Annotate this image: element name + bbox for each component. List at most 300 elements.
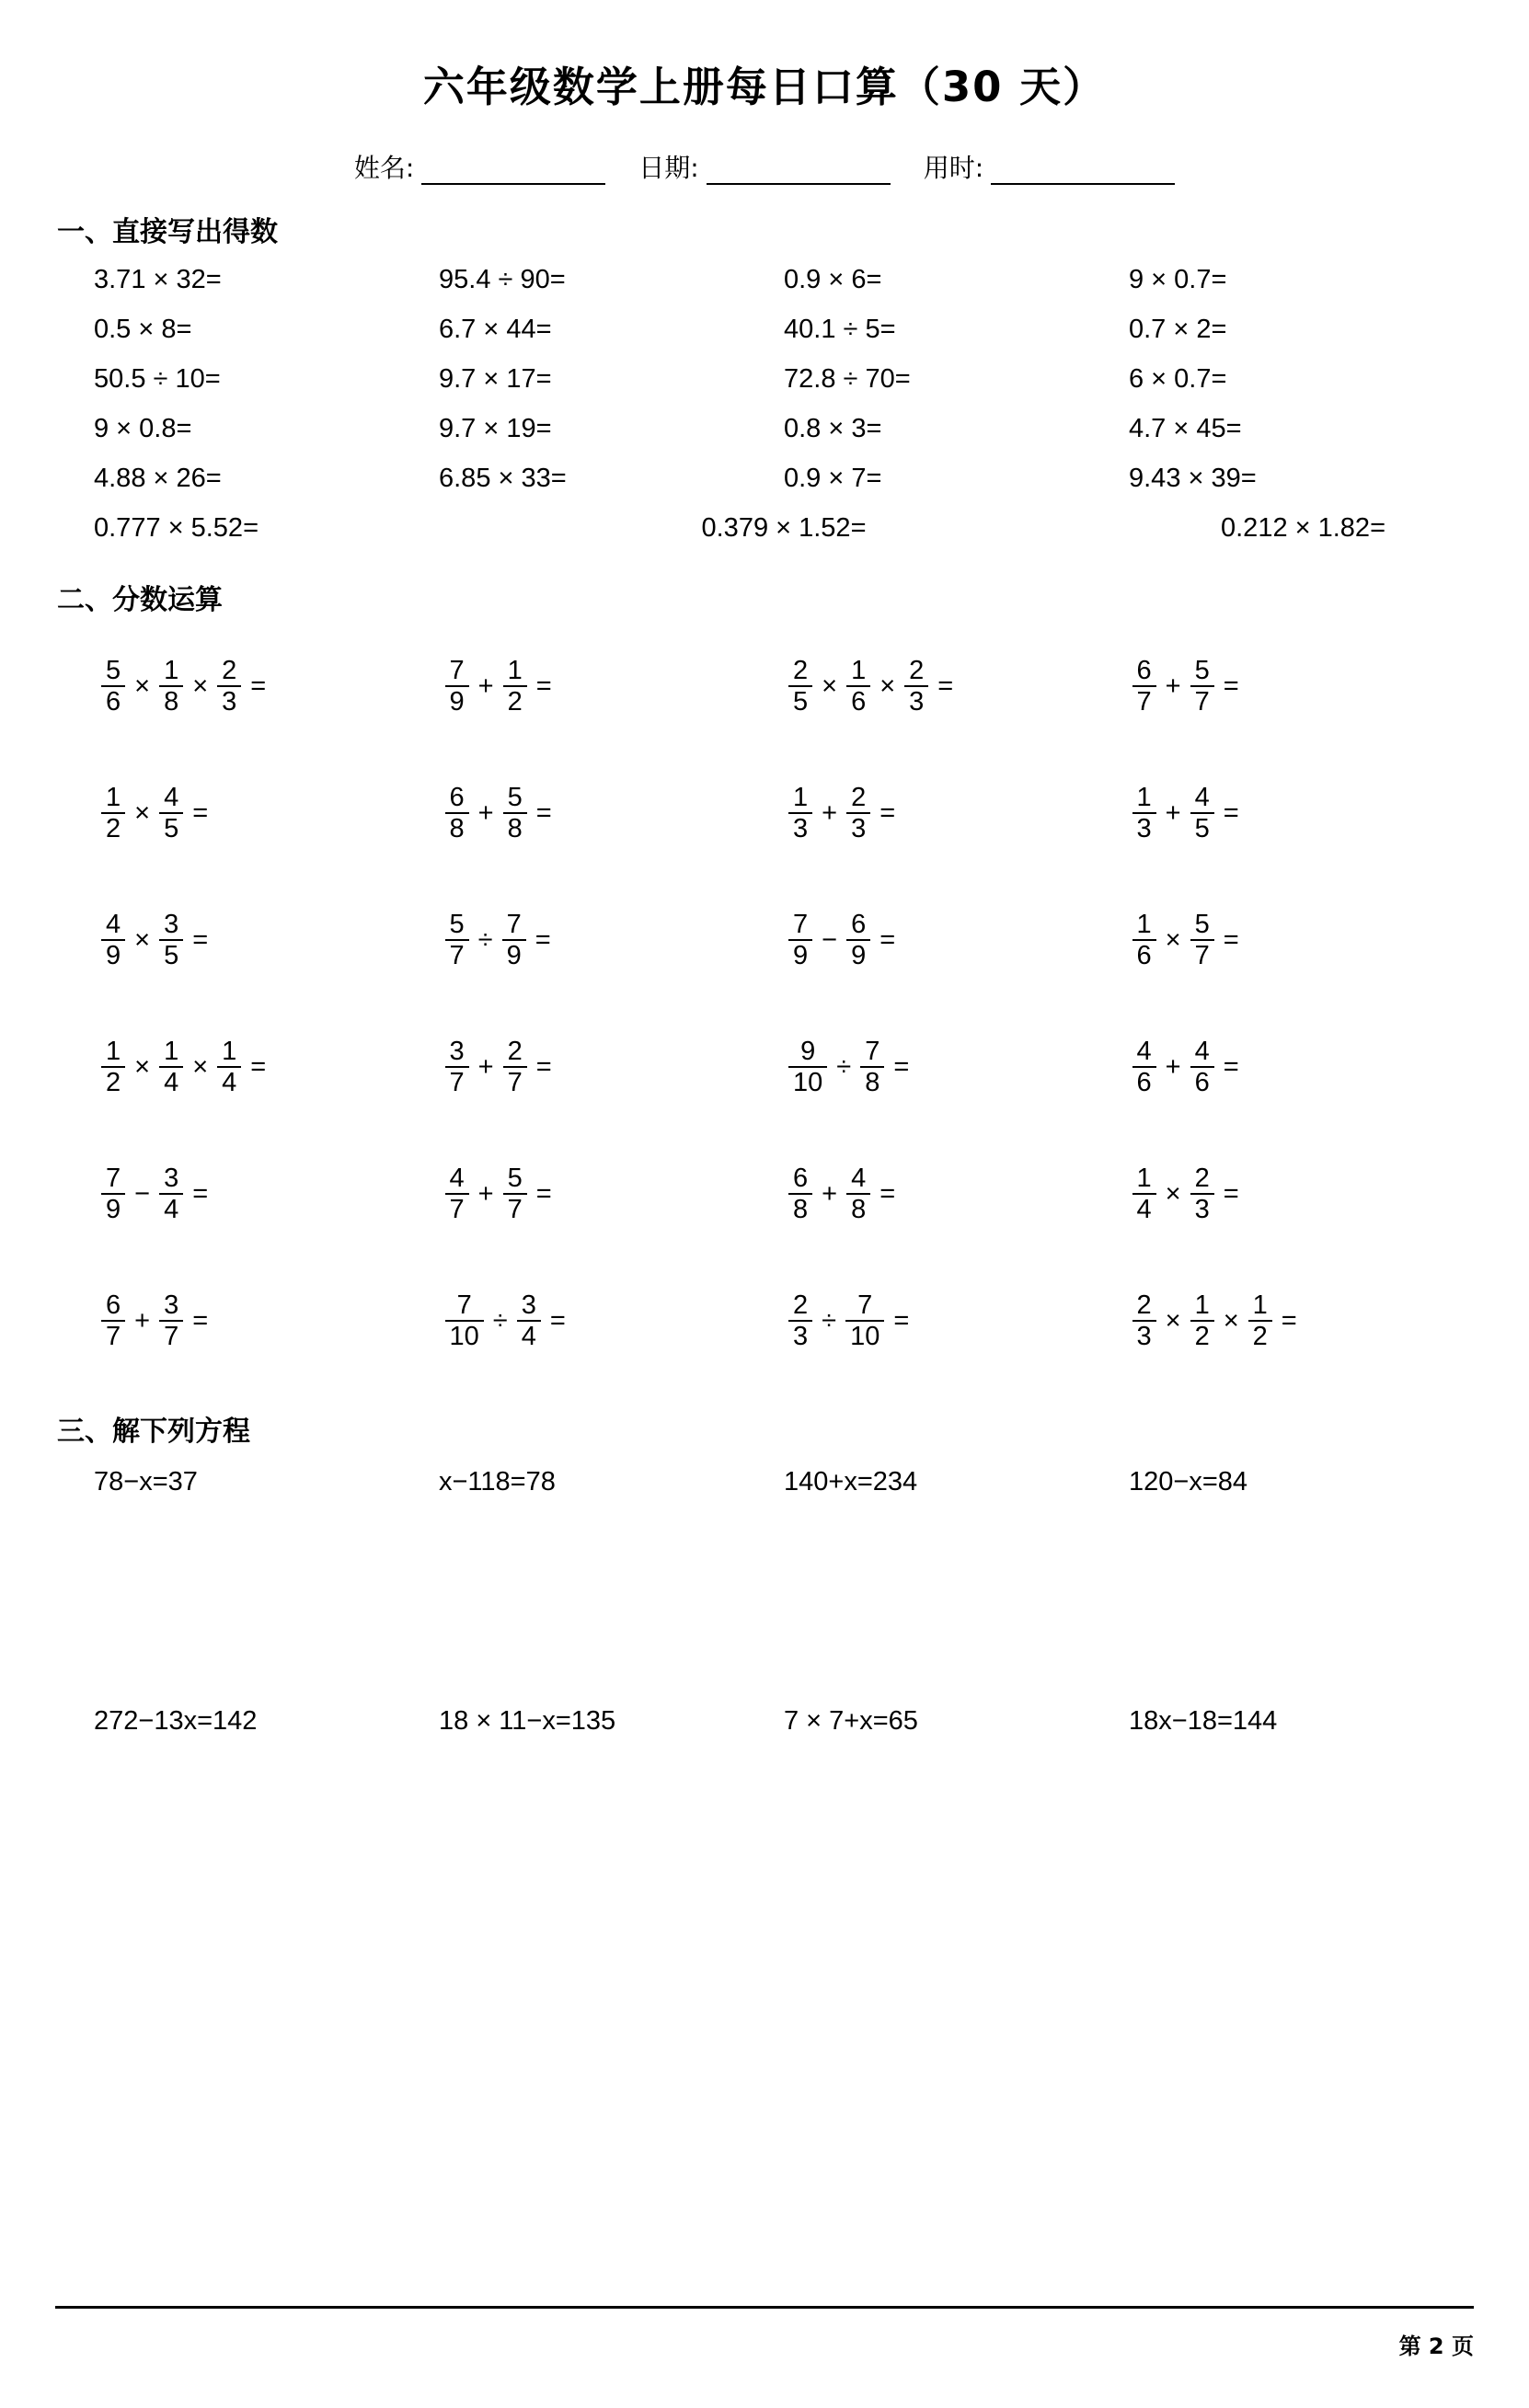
section2-fraction-grid (55, 623, 1474, 1384)
fraction-denominator: 6 (1132, 1066, 1156, 1097)
fraction-problem-item (787, 877, 1131, 1003)
fraction (860, 1037, 884, 1098)
fraction-denominator: 8 (503, 812, 527, 843)
date-blank[interactable] (707, 159, 891, 185)
operator: ÷ (836, 1051, 852, 1082)
page-number: 第 2 页 (1398, 2333, 1474, 2359)
operator: + (822, 1178, 838, 1209)
fraction-denominator: 2 (503, 685, 527, 717)
fraction-denominator: 9 (101, 1193, 125, 1224)
operator: ÷ (822, 1305, 837, 1336)
time-field (924, 148, 1175, 185)
equation-item: 18 × 11−x=135 (439, 1705, 616, 1736)
footer-divider (55, 2306, 1474, 2309)
fraction-denominator: 7 (503, 1066, 527, 1097)
fraction-numerator: 1 (1252, 1290, 1268, 1320)
section3-equations-row1 (55, 1454, 1474, 1509)
fraction-numerator: 7 (793, 909, 809, 939)
date-label: 日期: (638, 153, 699, 183)
equals-sign: = (192, 924, 209, 955)
operator: + (477, 671, 494, 701)
fraction-denominator: 6 (101, 685, 125, 717)
fraction-denominator: 6 (1132, 939, 1156, 970)
fraction-denominator: 7 (503, 1193, 527, 1224)
equals-sign: = (879, 797, 896, 828)
section-heading-3: 三、解下列方程 (57, 1416, 250, 1448)
operator: × (879, 671, 896, 701)
problem-item: 9.7 × 17= (439, 363, 552, 394)
equation-item: 18x−18=144 (1129, 1705, 1278, 1736)
fraction-problem-item (787, 1130, 1131, 1257)
fraction-denominator: 6 (1190, 1066, 1214, 1097)
fraction (846, 910, 870, 971)
fraction-numerator: 1 (1136, 782, 1152, 812)
fraction-numerator: 5 (507, 782, 523, 812)
fraction (445, 1290, 484, 1352)
student-info-line (55, 148, 1474, 185)
problem-item: 0.9 × 7= (784, 463, 882, 493)
fraction-numerator: 4 (1194, 1036, 1210, 1066)
fraction-denominator: 3 (1132, 1320, 1156, 1351)
fraction-expression (787, 656, 953, 717)
fraction-denominator: 5 (1190, 812, 1214, 843)
date-field (638, 148, 914, 185)
fraction (159, 783, 183, 844)
problem-item: 3.71 × 32= (94, 264, 222, 294)
problem-item: 0.8 × 3= (784, 413, 882, 443)
operator: + (1165, 671, 1181, 701)
fraction-denominator: 8 (788, 1193, 812, 1224)
fraction-numerator: 1 (851, 655, 867, 685)
problem-item: 0.5 × 8= (94, 314, 192, 344)
fraction-numerator: 3 (164, 909, 179, 939)
operator: × (134, 1051, 151, 1082)
fraction-numerator: 6 (1136, 655, 1152, 685)
fraction (517, 1290, 541, 1352)
problem-item: 4.7 × 45= (1129, 413, 1242, 443)
name-field (354, 148, 629, 185)
fraction-expression (1131, 656, 1239, 717)
operator: × (192, 1051, 209, 1082)
fraction (1132, 1290, 1156, 1352)
fraction-numerator: 1 (164, 1036, 179, 1066)
fraction-denominator: 3 (904, 685, 928, 717)
fraction-denominator: 5 (159, 939, 183, 970)
problem-item: 95.4 ÷ 90= (439, 264, 566, 294)
equation-item: 272−13x=142 (94, 1705, 258, 1736)
fraction-expression (787, 1037, 909, 1098)
fraction (1190, 783, 1214, 844)
section-heading-1: 一、直接写出得数 (57, 216, 278, 248)
fraction-expression (787, 910, 895, 971)
fraction (846, 1164, 870, 1225)
fraction-numerator: 2 (1194, 1163, 1210, 1193)
fraction-denominator: 7 (445, 1066, 469, 1097)
fraction-denominator: 2 (101, 1066, 125, 1097)
equals-sign: = (192, 1305, 209, 1336)
equals-sign: = (879, 1178, 896, 1209)
fraction-denominator: 9 (101, 939, 125, 970)
operator: × (192, 671, 209, 701)
operator: × (822, 671, 838, 701)
fraction-denominator: 8 (860, 1066, 884, 1097)
fraction-numerator: 3 (164, 1163, 179, 1193)
fraction-numerator: 9 (800, 1036, 816, 1066)
fraction-problem-item (1131, 1130, 1475, 1257)
equals-sign: = (937, 671, 954, 701)
fraction-denominator: 2 (101, 812, 125, 843)
fraction-denominator: 4 (517, 1320, 541, 1351)
fraction-problem-item (99, 623, 443, 750)
fraction (904, 656, 928, 717)
operator: + (822, 797, 838, 828)
section-heading-2: 二、分数运算 (57, 584, 223, 616)
fraction-numerator: 2 (222, 655, 237, 685)
equals-sign: = (192, 1178, 209, 1209)
fraction-numerator: 2 (507, 1036, 523, 1066)
fraction-numerator: 7 (106, 1163, 121, 1193)
operator: ÷ (477, 924, 493, 955)
fraction-problem-item (787, 750, 1131, 877)
fraction (1190, 1290, 1214, 1352)
equation-item: 7 × 7+x=65 (784, 1705, 918, 1736)
fraction (1190, 1037, 1214, 1098)
fraction-expression (99, 1290, 208, 1352)
fraction (503, 1037, 527, 1098)
fraction-numerator: 2 (793, 1290, 809, 1320)
fraction-numerator: 4 (1194, 782, 1210, 812)
problem-item: 6.85 × 33= (439, 463, 567, 493)
fraction-expression (443, 1290, 566, 1352)
fraction-denominator: 8 (445, 812, 469, 843)
fraction (159, 656, 183, 717)
operator: + (1165, 1051, 1181, 1082)
fraction (445, 1037, 469, 1098)
fraction-denominator: 8 (846, 1193, 870, 1224)
fraction-problem-item (443, 623, 787, 750)
fraction-expression (443, 783, 552, 844)
fraction (846, 783, 870, 844)
fraction-expression (787, 1290, 909, 1352)
fraction-denominator: 3 (788, 1320, 812, 1351)
fraction (159, 1290, 183, 1352)
fraction-denominator: 7 (1190, 685, 1214, 717)
fraction-problem-item (1131, 1003, 1475, 1130)
fraction-denominator: 7 (1132, 685, 1156, 717)
operator: + (477, 1178, 494, 1209)
fraction-problem-item (1131, 623, 1475, 750)
fraction-numerator: 2 (851, 782, 867, 812)
fraction (788, 783, 812, 844)
equals-sign: = (192, 797, 209, 828)
fraction-problem-item (99, 877, 443, 1003)
equals-sign: = (250, 1051, 267, 1082)
problem-item: 50.5 ÷ 10= (94, 363, 221, 394)
fraction-numerator: 7 (449, 655, 465, 685)
fraction-numerator: 2 (793, 655, 809, 685)
equals-sign: = (1281, 1305, 1297, 1336)
fraction-denominator: 9 (502, 939, 526, 970)
fraction (101, 910, 125, 971)
fraction-numerator: 5 (1194, 655, 1210, 685)
equals-sign: = (893, 1051, 910, 1082)
fraction-problem-item (1131, 1257, 1475, 1384)
fraction-expression (443, 1164, 552, 1225)
fraction-numerator: 4 (106, 909, 121, 939)
problem-item: 0.212 × 1.82= (1221, 512, 1385, 543)
fraction-denominator: 10 (788, 1066, 827, 1097)
fraction-denominator: 2 (1190, 1320, 1214, 1351)
equals-sign: = (879, 924, 896, 955)
problem-item: 9.7 × 19= (439, 413, 552, 443)
fraction-expression (1131, 1037, 1239, 1098)
fraction-denominator: 3 (217, 685, 241, 717)
fraction-numerator: 1 (507, 655, 523, 685)
fraction-problem-item (443, 1257, 787, 1384)
fraction-denominator: 4 (217, 1066, 241, 1097)
fraction-denominator: 2 (1248, 1320, 1272, 1351)
fraction-problem-item (443, 1003, 787, 1130)
fraction-problem-item (787, 623, 1131, 750)
equals-sign: = (1223, 797, 1239, 828)
fraction-denominator: 3 (788, 812, 812, 843)
operator: − (822, 924, 838, 955)
fraction-numerator: 1 (164, 655, 179, 685)
fraction-denominator: 4 (159, 1193, 183, 1224)
problem-item: 0.7 × 2= (1129, 314, 1227, 344)
fraction-expression (99, 1037, 266, 1098)
fraction (101, 783, 125, 844)
work-space-area (55, 1509, 1474, 1693)
fraction-numerator: 7 (857, 1290, 873, 1320)
fraction-problem-item (443, 1130, 787, 1257)
fraction-denominator: 9 (788, 939, 812, 970)
fraction (788, 1164, 812, 1225)
fraction-problem-item (99, 1257, 443, 1384)
fraction-problem-item (1131, 877, 1475, 1003)
fraction-numerator: 7 (456, 1290, 472, 1320)
fraction-expression (1131, 910, 1239, 971)
fraction-numerator: 5 (507, 1163, 523, 1193)
fraction (101, 656, 125, 717)
fraction-expression (443, 910, 551, 971)
problem-item: 4.88 × 26= (94, 463, 222, 493)
fraction (217, 656, 241, 717)
fraction-expression (99, 783, 208, 844)
equals-sign: = (1223, 1178, 1239, 1209)
fraction (503, 656, 527, 717)
fraction-problem-item (99, 1003, 443, 1130)
fraction (1132, 1037, 1156, 1098)
fraction-numerator: 6 (449, 782, 465, 812)
problem-item: 6 × 0.7= (1129, 363, 1227, 394)
fraction-denominator: 9 (846, 939, 870, 970)
fraction (1132, 1164, 1156, 1225)
fraction-problem-item (787, 1257, 1131, 1384)
fraction-denominator: 9 (445, 685, 469, 717)
fraction (788, 910, 812, 971)
operator: × (1165, 924, 1181, 955)
fraction-numerator: 1 (1136, 1163, 1152, 1193)
operator: × (134, 924, 151, 955)
fraction (788, 1037, 827, 1098)
fraction-expression (99, 910, 208, 971)
fraction-problem-item (443, 750, 787, 877)
fraction-numerator: 1 (1194, 1290, 1210, 1320)
equals-sign: = (1223, 671, 1239, 701)
fraction (1132, 783, 1156, 844)
problem-item: 40.1 ÷ 5= (784, 314, 896, 344)
operator: + (477, 797, 494, 828)
equals-sign: = (250, 671, 267, 701)
fraction-denominator: 4 (1132, 1193, 1156, 1224)
fraction-denominator: 10 (845, 1320, 884, 1351)
operator: ÷ (492, 1305, 508, 1336)
fraction-denominator: 5 (788, 685, 812, 717)
equation-item: 78−x=37 (94, 1466, 198, 1496)
time-label: 用时: (923, 153, 984, 183)
section3-equations-row2 (55, 1693, 1474, 1749)
equals-sign: = (1223, 1051, 1239, 1082)
problem-item: 6.7 × 44= (439, 314, 552, 344)
fraction-expression (1131, 1290, 1297, 1352)
fraction (101, 1037, 125, 1098)
fraction (1190, 656, 1214, 717)
fraction-numerator: 7 (506, 909, 522, 939)
fraction (788, 656, 812, 717)
fraction (1190, 1164, 1214, 1225)
operator: − (134, 1178, 151, 1209)
fraction-numerator: 5 (106, 655, 121, 685)
fraction-expression (787, 783, 895, 844)
problem-item: 9 × 0.7= (1129, 264, 1227, 294)
equals-sign: = (535, 924, 551, 955)
time-blank[interactable] (991, 159, 1175, 185)
operator: + (134, 1305, 151, 1336)
fraction-denominator: 3 (1132, 812, 1156, 843)
fraction (503, 783, 527, 844)
fraction-numerator: 5 (449, 909, 465, 939)
fraction-numerator: 6 (851, 909, 867, 939)
fraction-numerator: 1 (793, 782, 809, 812)
fraction (788, 1290, 812, 1352)
equation-item: 140+x=234 (784, 1466, 918, 1496)
equals-sign: = (535, 1178, 552, 1209)
name-blank[interactable] (421, 159, 605, 185)
operator: × (1165, 1178, 1181, 1209)
fraction (445, 783, 469, 844)
fraction (445, 1164, 469, 1225)
fraction (101, 1164, 125, 1225)
problem-item: 9.43 × 39= (1129, 463, 1257, 493)
fraction-expression (1131, 783, 1239, 844)
section1-grid (55, 255, 1474, 503)
fraction (503, 1164, 527, 1225)
fraction (502, 910, 526, 971)
fraction-numerator: 4 (449, 1163, 465, 1193)
equation-item: 120−x=84 (1129, 1466, 1248, 1496)
fraction-expression (787, 1164, 895, 1225)
operator: + (477, 1051, 494, 1082)
fraction (217, 1037, 241, 1098)
fraction (159, 1164, 183, 1225)
operator: × (134, 797, 151, 828)
fraction-numerator: 3 (164, 1290, 179, 1320)
fraction-numerator: 1 (106, 782, 121, 812)
fraction-numerator: 2 (909, 655, 925, 685)
operator: × (1165, 1305, 1181, 1336)
fraction-numerator: 7 (865, 1036, 880, 1066)
fraction-denominator: 8 (159, 685, 183, 717)
fraction-problem-item (1131, 750, 1475, 877)
fraction-numerator: 5 (1194, 909, 1210, 939)
fraction-expression (443, 1037, 552, 1098)
fraction-numerator: 1 (222, 1036, 237, 1066)
fraction-numerator: 3 (521, 1290, 536, 1320)
operator: + (1165, 797, 1181, 828)
problem-item: 0.9 × 6= (784, 264, 882, 294)
fraction (1132, 910, 1156, 971)
fraction-numerator: 4 (1136, 1036, 1152, 1066)
fraction-denominator: 3 (846, 812, 870, 843)
fraction-denominator: 7 (445, 939, 469, 970)
fraction-denominator: 6 (846, 685, 870, 717)
operator: × (1223, 1305, 1239, 1336)
fraction-problem-item (99, 1130, 443, 1257)
equation-item: x−118=78 (439, 1466, 556, 1496)
fraction (845, 1290, 884, 1352)
problem-item: 0.379 × 1.52= (701, 512, 867, 543)
fraction-numerator: 6 (793, 1163, 809, 1193)
fraction (1248, 1290, 1272, 1352)
fraction (445, 910, 469, 971)
equals-sign: = (535, 671, 552, 701)
equals-sign: = (893, 1305, 910, 1336)
section1-grid-wide (55, 503, 1474, 553)
equals-sign: = (535, 1051, 552, 1082)
page-title: 六年级数学上册每日口算（30 天） (422, 63, 1107, 111)
fraction-problem-item (443, 877, 787, 1003)
equals-sign: = (535, 797, 552, 828)
operator: × (134, 671, 151, 701)
fraction (159, 910, 183, 971)
fraction-expression (99, 656, 266, 717)
worksheet-page (0, 53, 1529, 2408)
fraction-numerator: 6 (106, 1290, 121, 1320)
fraction-numerator: 1 (1136, 909, 1152, 939)
fraction-expression (99, 1164, 208, 1225)
fraction-problem-item (99, 750, 443, 877)
fraction-denominator: 7 (1190, 939, 1214, 970)
problem-item: 0.777 × 5.52= (94, 512, 259, 543)
equals-sign: = (549, 1305, 566, 1336)
fraction-expression (1131, 1164, 1239, 1225)
fraction-denominator: 7 (445, 1193, 469, 1224)
fraction (846, 656, 870, 717)
equals-sign: = (1223, 924, 1239, 955)
fraction (445, 656, 469, 717)
fraction-denominator: 4 (159, 1066, 183, 1097)
fraction-numerator: 2 (1136, 1290, 1152, 1320)
name-label: 姓名: (353, 153, 415, 183)
fraction (101, 1290, 125, 1352)
fraction (1190, 910, 1214, 971)
fraction (1132, 656, 1156, 717)
fraction-numerator: 4 (851, 1163, 867, 1193)
fraction-numerator: 1 (106, 1036, 121, 1066)
problem-item: 72.8 ÷ 70= (784, 363, 911, 394)
fraction-problem-item (787, 1003, 1131, 1130)
